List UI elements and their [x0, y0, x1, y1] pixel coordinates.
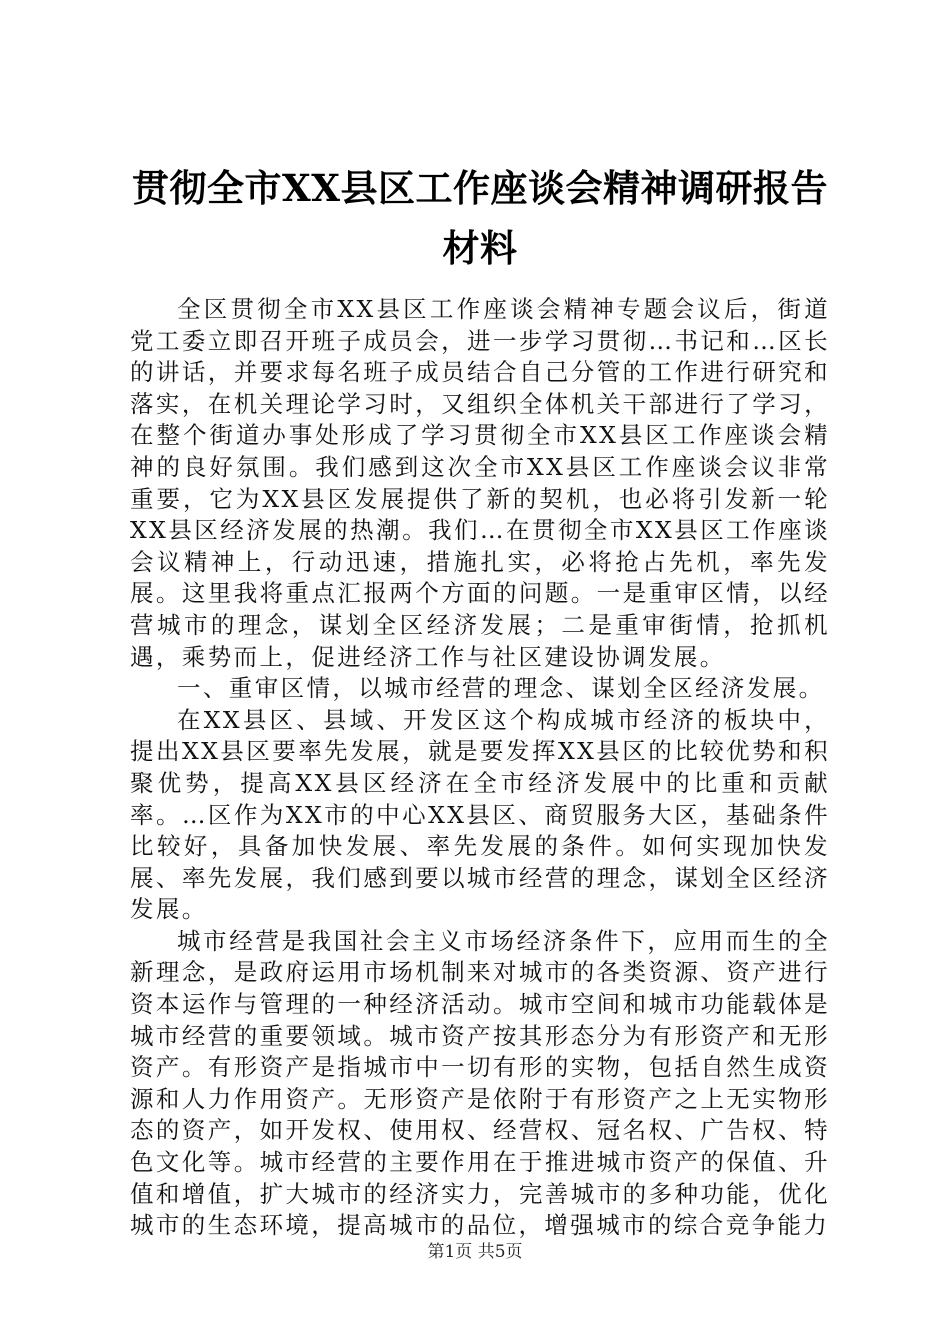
document-body — [130, 294, 830, 1242]
document-title: 贯彻全市XX县区工作座谈会精神调研报告材料 — [132, 166, 828, 270]
body-paragraph: 全区贯彻全市XX县区工作座谈会精神专题会议后，街道党工委立即召开班子成员会，进一步学习贯彻…书记和…区长的讲话，并要求每名班子成员结合自己分管的工作进行研究和落实，在机关理论学习时，又组织全体机关干部进行了学习，在整个街道办事处形成了学习贯彻全市XX县区工作座谈会精神的良好氛围。我们感到这次全市XX县区工作座谈会议非常重要，它为XX县区发展提供了新的契机，也必将引发新一轮XX县区经济发展的热潮。我们…在贯彻全市XX县区工作座谈会议精神上，行动迅速，措施扎实，必将抢占先机，率先发展。这里我将重点汇报两个方面的问题。一是重审区情，以经营城市的理念，谋划全区经济发展；二是重审街情，抢抓机遇，乘势而上，促进经济工作与社区建设协调发展。 — [130, 295, 830, 671]
section-heading: 一、重审区情，以城市经营的理念、谋划全区经济发展。 — [177, 674, 825, 703]
page-number: 第1页 共5页 — [427, 1242, 523, 1262]
body-paragraph: 城市经营是我国社会主义市场经济条件下，应用而生的全新理念，是政府运用市场机制来对城市的各类资源、资产进行资本运作与管理的一种经济活动。城市空间和城市功能载体是城市经营的重要领域。城市资产按其形态分为有形资产和无形资产。有形资产是指城市中一切有形的实物，包括自然生成资源和人力作用资产。无形资产是依附于有形资产之上无实物形态的资产，如开发权、使用权、经营权、冠名权、广告权、特色文化等。城市经营的主要作用在于推进城市资产的保值、升值和增值，扩大城市的经济实力，完善城市的多种功能，优化城市的生态环境，提高城市的品位，增强城市的综合竞争能力 — [130, 926, 830, 1240]
body-paragraph: 在XX县区、县域、开发区这个构成城市经济的板块中，提出XX县区要率先发展，就是要发挥XX县区的比较优势和积聚优势，提高XX县区经济在全市经济发展中的比重和贡献率。…区作为XX市的中心XX县区、商贸服务大区，基础条件比较好，具备加快发展、率先发展的条件。如何实现加快发展、率先发展，我们感到要以城市经营的理念，谋划全区经济发展。 — [130, 705, 830, 924]
